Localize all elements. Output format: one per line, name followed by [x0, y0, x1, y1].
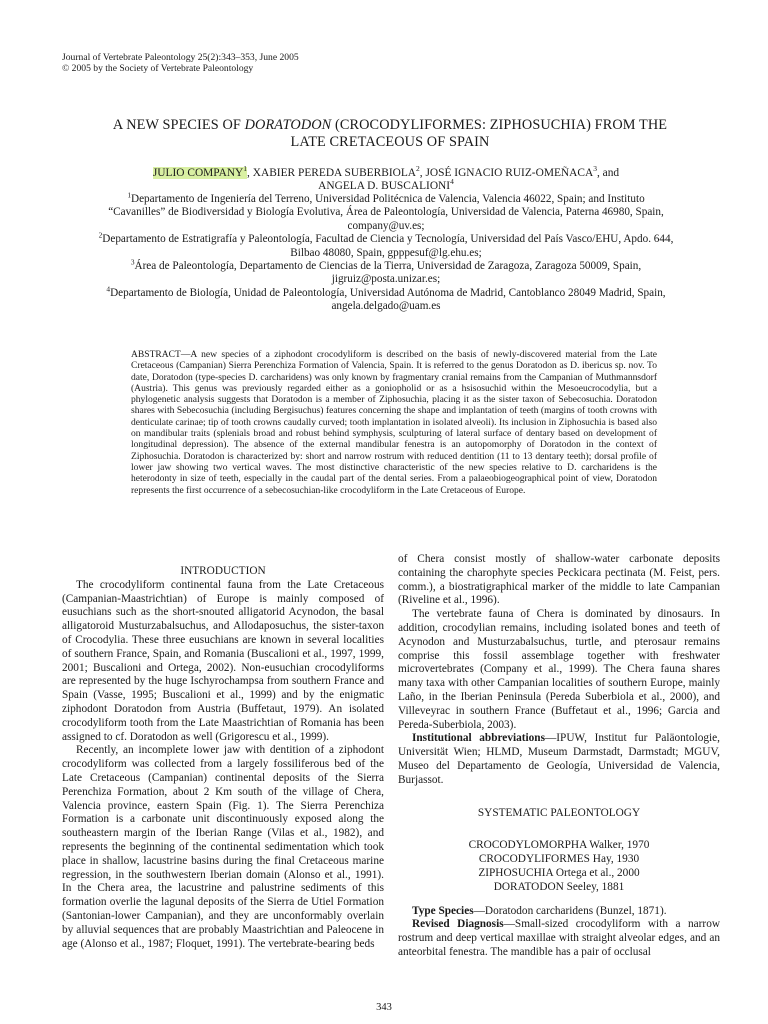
- right-column: [398, 553, 720, 960]
- author-buscalioni: ANGELA D. BUSCALIONI: [318, 180, 451, 192]
- journal-header: [62, 53, 299, 74]
- author-list: JULIO COMPANY$^1$, XABIER PEREDA SUBERBIOLA$^2$, JOSÉ IGNACIO RUIZ-OMEÑACA$^3$, and ANGELA D. BUSCALIONI$^4$: [152, 164, 620, 192]
- affiliation-3: $^3$Área de Paleontología, Departamento de Ciencias de la Tierra, Universidad de Zaragoza, Zaragoza 50009, Spain, jigruiz@posta.unizar.es;: [130, 257, 642, 286]
- intro-paragraph-2: Recently, an incomplete lower jaw with dentition of a ziphodont crocodyliform was collected from a largely fossiliferous bed of the Late Cretaceous (Campanian) continental deposits of the Sierra Perenchiza Formation, about 2 Km south of the village of Chera, Valencia province, eastern Spain (Fig. 1). The Sierra Perenchiza Formation is a carbonate unit discontinuously exposed along the southeastern margin of the Iberian Range (Vilas et al., 1982), and represents the beginning of the continental sedimentation which took place in shallow, lacustrine basins during the final Cretaceous marine regression, in the southwestern Iberian domain (Alonso et al., 1991). In the Chera area, the lacustrine and palustrine sediments of this formation overlie the lagunal deposits of the Sierra de Utiel Formation (Santonian-lower Campanian), and they are unconformably overlain by alluvial sequences that are probably Maastrichtian and Paleocene in age (Alonso et al., 1987; Floquet, 1991). The vertebrate-bearing beds: [62, 744, 384, 950]
- taxon-ziphosuchia: ZIPHOSUCHIA Ortega et al., 2000: [478, 866, 640, 879]
- title-prefix: A NEW SPECIES OF: [112, 117, 245, 133]
- title-line-2: LATE CRETACEOUS OF SPAIN: [290, 134, 490, 150]
- institutional-abbreviations: Institutional abbreviations—IPUW, Institut fur Paläontologie, Universität Wien; HLMD, Museum Darmstadt, Darmstadt; MGUV, Museo del Departamento de Geología, Universidad de Valencia, Burjassot.: [398, 732, 720, 786]
- taxon-doratodon: DORATODON Seeley, 1881: [493, 880, 625, 893]
- affiliations: [62, 190, 710, 314]
- taxon-crocodylomorpha: CROCODYLOMORPHA Walker, 1970: [468, 839, 650, 852]
- title-suffix: (CROCODYLIFORMES: ZIPHOSUCHIA) FROM THE: [331, 117, 668, 133]
- type-species: Type Species—Doratodon carcharidens (Bunzel, 1871).: [412, 904, 667, 917]
- author-ruiz: , JOSÉ IGNACIO RUIZ-OMEÑACA: [419, 167, 594, 179]
- page-number: 343: [376, 1002, 392, 1013]
- affiliation-2: $^2$Departamento de Estratigrafía y Paleontología, Facultad de Ciencia y Tecnología, Universidad del País Vasco/EHU, Apdo. 644, Bilbao 48080, Spain, gpppesuf@lg.ehu.es;: [98, 230, 674, 259]
- journal-citation: Journal of Vertebrate Paleontology 25(2):343–353, June 2005: [62, 52, 299, 63]
- introduction-heading: INTRODUCTION: [180, 565, 266, 577]
- intro-paragraph-1: The crocodyliform continental fauna from the Late Cretaceous (Campanian-Maastrichtian) of Europe is mainly composed of eusuchians such as the short-snouted alligatorid Acynodon, the basal alligatoroid Musturzabalsuchus, and Allodaposuchus, the sister-taxon of Crocodylia. These three eusuchians are known in several localities of southern France, Spain, and Romania (Buscalioni et al., 1997, 1999, 2001; Buscalioni and Ortega, 2002). Non-eusuchian crocodyliforms are represented by the huge Ischyrochampsa from southern France and Spain (Vasse, 1995; Buscalioni et al., 1999) and by the enigmatic ziphodont Doratodon from Austria (Buffetaut, 1979). An isolated crocodyliform tooth from the Late Maastrichtian of Romania has been assigned to cf. Doratodon as well (Grigorescu et al., 1999).: [62, 578, 384, 743]
- affiliation-1: $^1$Departamento de Ingeniería del Terreno, Universidad Politécnica de Valencia, Valencia 46022, Spain; and Instituto “Cavanilles” de Biodiversidad y Biología Evolutiva, Área de Paleontología, Universidad de Valencia, Paterna 46980, Spain, company@uv.es;: [108, 190, 664, 232]
- revised-diagnosis: Revised Diagnosis—Small-sized crocodyliform with a narrow rostrum and deep vertical maxillae with straight alveolar edges, and an anteorbital fenestra. The mandible has a pair of occlusal: [398, 918, 721, 958]
- abstract: ABSTRACT—A new species of a ziphodont crocodyliform is described on the basis of newly-discovered material from the Late Cretaceous (Campanian) Sierra Perenchiza Formation of Valencia, Spain. It is referred to the genus Doratodon as D. ibericus sp. nov. To date, Doratodon (type-species D. carcharidens) was only known by fragmentary cranial remains from the Campanian of Muthmannsdorf (Austria). This genus was previously regarded either as a goniopholid or as a hsisosuchid within the Mesoeucrocodylia, but a phylogenetic analysis suggests that Doratodon is a member of Ziphosuchia, placing it as the sister taxon of Sebecosuchia. Doratodon shares with Sebecosuchia (including Bergisuchus) features concerning the shape and implantation of teeth (margins of tooth crowns with denticulate carinae; tip of tooth crowns caudally curved; tooth implantation in isolated alveoli). Its inclusion in Ziphosuchia is based also on mandibular traits (splenials broad and robust behind symphysis, sculpturing of lateral surface of dentary based on development of longitudinal depression). The absence of the external mandibular fenestra is an autopomorphy of Doratodon in the context of Ziphosuchia. Doratodon is characterized by: short and narrow rostrum with reduced dentition (11 to 13 dentary teeth); dorsal profile of lower jaw showing two vertical waves. The most distinctive characteristic of the new species relative to D. carcharidens is the heterodonty in size of teeth, especially in the caudal part of the dental series. From a palaeobiogeographical point of view, Doratodon represents the first occurrence of a sebecosuchian-like crocodyliform in the Late Cretaceous of Europe.: [131, 349, 657, 496]
- intro-paragraph-4: The vertebrate fauna of Chera is dominated by dinosaurs. In addition, crocodylian remains, including isolated bones and teeth of Acynodon and Musturzabalsuchus, turtle, and pterosaur remains comprise this fossil assemblage together with freshwater microvertebrates (Company et al., 1999). The Chera fauna shares many taxa with other Campanian localities of southern Europe, mainly Laño, in the Iberian Peninsula (Pereda Suberbiola et al., 2000), and Villeveyrac in southern France (Buffetaut et al., 1996; Garcia and Pereda-Suberbiola, 2003).: [398, 608, 720, 731]
- intro-paragraph-3: of Chera consist mostly of shallow-water carbonate deposits containing the charophyte species Peckicara pectinata (M. Feist, pers. comm.), a biostratigraphical marker of the middle to late Campanian (Riveline et al., 1996).: [398, 553, 720, 607]
- left-column: [62, 565, 384, 951]
- copyright-line: © 2005 by the Society of Vertebrate Paleontology: [62, 62, 254, 74]
- author-company[interactable]: JULIO COMPANY$^1$: [152, 164, 248, 179]
- affiliation-4: $^4$Departamento de Biología, Unidad de Paleontología, Universidad Autónoma de Madrid, Cantoblanco 28049 Madrid, Spain, angela.delgado@uam.es: [106, 284, 666, 313]
- taxon-crocodyliformes: CROCODYLIFORMES Hay, 1930: [478, 853, 640, 866]
- systematic-heading: SYSTEMATIC PALEONTOLOGY: [477, 806, 641, 819]
- author-pereda: , XABIER PEREDA SUBERBIOLA: [247, 167, 417, 179]
- title-genus: DORATODON: [244, 117, 332, 133]
- article-title: [70, 117, 710, 151]
